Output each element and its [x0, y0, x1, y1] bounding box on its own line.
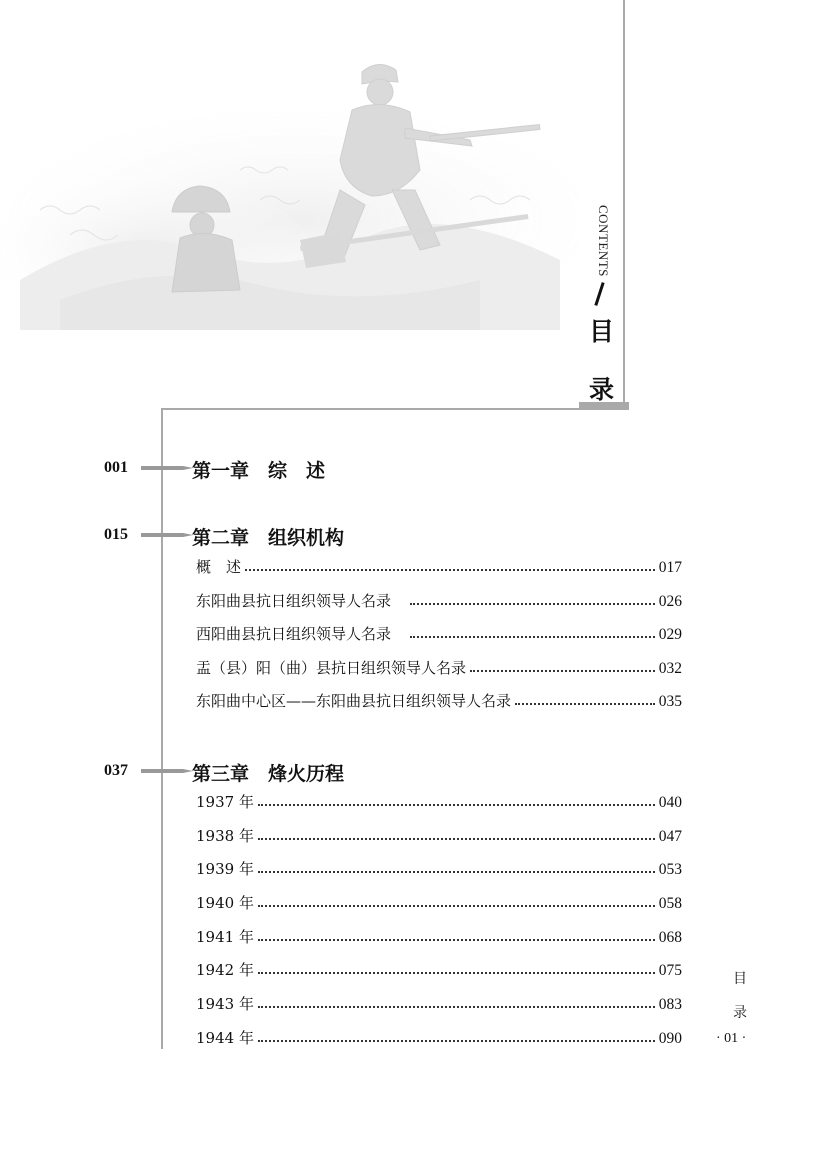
dot-leader [470, 670, 655, 672]
toc-entry[interactable] [196, 959, 682, 981]
entry-page-number: 040 [658, 794, 682, 811]
toc-entry[interactable] [196, 690, 682, 712]
entry-label: 1941 年 [196, 928, 254, 946]
entry-page-number: 017 [658, 559, 682, 576]
entry-label: 1937 年 [196, 793, 254, 811]
soldiers-illustration [0, 0, 580, 330]
contents-label: CONTENTS [596, 205, 611, 277]
chapter-marker-icon [141, 463, 193, 473]
toc-entry[interactable] [196, 590, 682, 612]
chapter-row[interactable] [0, 757, 814, 787]
dot-leader [258, 939, 655, 941]
dot-leader [410, 603, 655, 605]
chapter-title: 第二章 组织机构 [192, 527, 345, 549]
chapter-row[interactable] [0, 454, 814, 484]
entry-label: 1943 年 [196, 995, 254, 1013]
running-head-char-1: 目 [733, 971, 747, 987]
toc-entry[interactable] [196, 858, 682, 880]
chapter-title: 第一章 综 述 [192, 460, 326, 482]
dot-leader [258, 838, 655, 840]
entry-label: 东阳曲县抗日组织领导人名录 [196, 592, 407, 610]
dot-leader [258, 1040, 655, 1042]
chapter-row[interactable] [0, 521, 814, 551]
chapter-page-number: 037 [104, 762, 128, 779]
chapter-page-number: 001 [104, 459, 128, 476]
dot-leader [245, 569, 655, 571]
toc-entry[interactable] [196, 825, 682, 847]
timeline-line [161, 408, 163, 1049]
entry-label: 1940 年 [196, 894, 254, 912]
chapter-page-number: 015 [104, 526, 128, 543]
entry-page-number: 035 [658, 693, 682, 710]
entry-page-number: 075 [658, 962, 682, 979]
chapter-title: 第三章 烽火历程 [192, 763, 345, 785]
entry-page-number: 047 [658, 828, 682, 845]
entry-page-number: 029 [658, 626, 682, 643]
title-slash [594, 282, 604, 306]
chapter-marker-icon [141, 766, 193, 776]
dot-leader [515, 703, 655, 705]
dot-leader [258, 905, 655, 907]
entry-page-number: 083 [658, 996, 682, 1013]
dot-leader [258, 804, 655, 806]
toc-entry[interactable] [196, 1027, 682, 1049]
toc-entry[interactable] [196, 892, 682, 914]
entry-page-number: 026 [658, 593, 682, 610]
entry-page-number: 053 [658, 861, 682, 878]
toc-entry[interactable] [196, 657, 682, 679]
entry-page-number: 090 [658, 1030, 682, 1047]
frame-line-right [623, 0, 625, 404]
toc-entry[interactable] [196, 791, 682, 813]
frame-line-top [161, 408, 629, 410]
entry-page-number: 032 [658, 660, 682, 677]
entry-label: 西阳曲县抗日组织领导人名录 [196, 625, 407, 643]
entry-label: 1942 年 [196, 961, 254, 979]
toc-entry[interactable] [196, 993, 682, 1015]
entry-label: 1944 年 [196, 1029, 254, 1047]
running-head-char-2: 录 [733, 1005, 747, 1021]
entry-label: 1939 年 [196, 860, 254, 878]
toc-entry[interactable] [196, 556, 682, 578]
entry-page-number: 058 [658, 895, 682, 912]
entry-page-number: 068 [658, 929, 682, 946]
dot-leader [258, 1006, 655, 1008]
toc-entry[interactable] [196, 623, 682, 645]
dot-leader [410, 636, 655, 638]
dot-leader [258, 871, 655, 873]
entry-label: 东阳曲中心区——东阳曲县抗日组织领导人名录 [196, 692, 512, 710]
entry-label: 概 述 [196, 558, 242, 576]
title-char-1: 目 [589, 319, 615, 346]
dot-leader [258, 972, 655, 974]
entry-label: 盂（县）阳（曲）县抗日组织领导人名录 [196, 659, 467, 677]
entry-label: 1938 年 [196, 827, 254, 845]
chapter-marker-icon [141, 530, 193, 540]
page-number: · 01 · [716, 1031, 747, 1046]
title-char-2: 录 [589, 377, 615, 404]
toc-entry[interactable] [196, 926, 682, 948]
